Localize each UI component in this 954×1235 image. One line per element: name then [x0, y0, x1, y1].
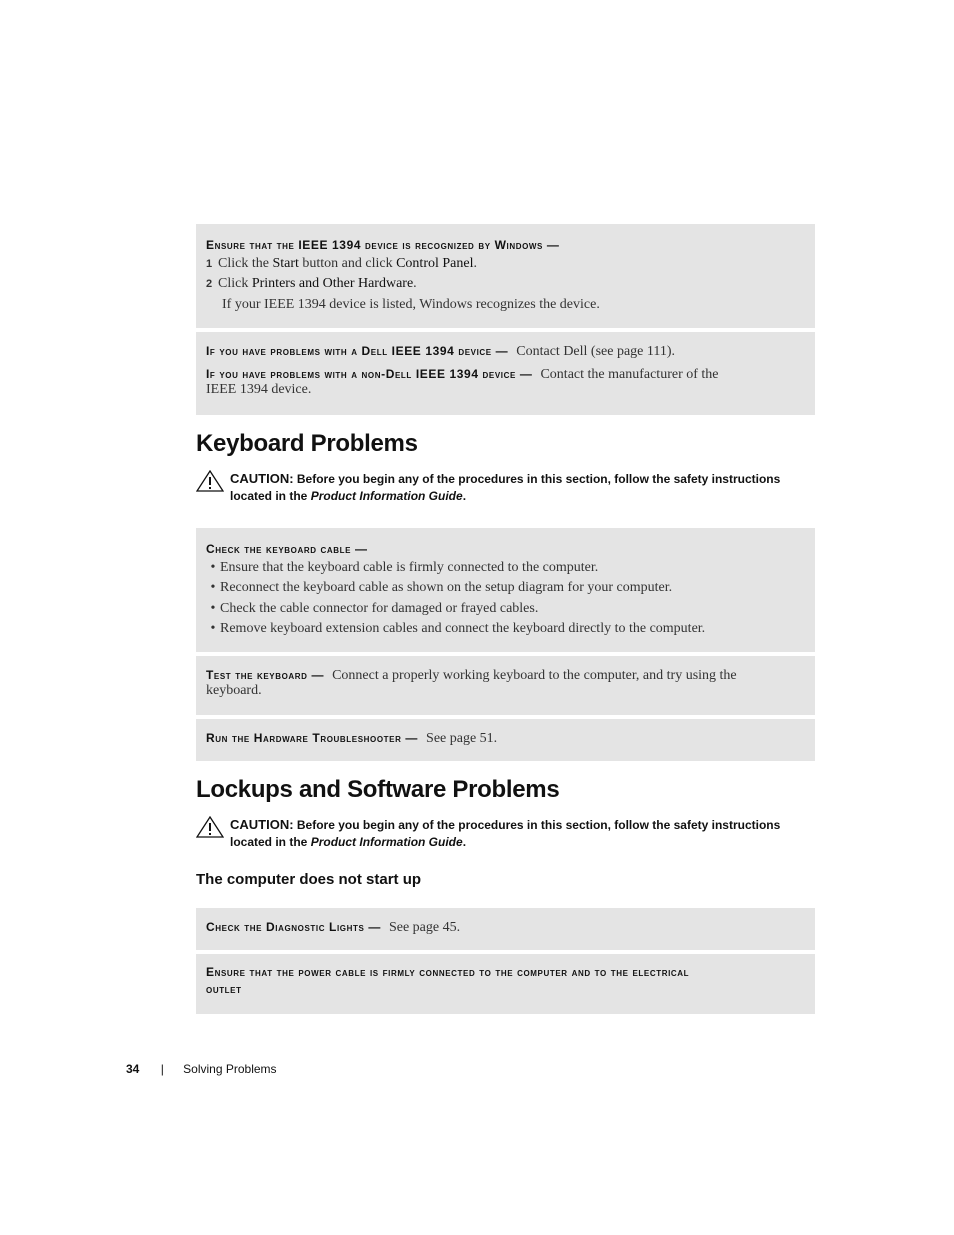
- start-button-ref: Start: [272, 256, 299, 271]
- footer-separator: |: [160, 1062, 164, 1076]
- hardware-troubleshooter-box: [196, 719, 815, 761]
- dell-ieee-heading: If you have problems with a Dell IEEE 1394 device —: [206, 344, 509, 358]
- list-item: • Reconnect the keyboard cable as shown on the setup diagram for your computer.: [210, 580, 673, 595]
- step-2-number: 2: [206, 278, 213, 290]
- non-dell-ieee-text: Contact the manufacturer of the: [540, 367, 719, 382]
- diagnostic-lights-heading: Check the Diagnostic Lights —: [206, 920, 381, 934]
- list-item: • Check the cable connector for damaged or frayed cables.: [210, 601, 539, 616]
- test-keyboard-text: Connect a properly working keyboard to the computer, and try using the: [332, 668, 737, 683]
- list-item: • Remove keyboard extension cables and connect the keyboard directly to the computer.: [210, 621, 706, 636]
- product-info-guide: Product Information Guide: [310, 489, 463, 503]
- diagnostic-lights-text: See page 45.: [388, 920, 461, 935]
- footer-section: Solving Problems: [183, 1062, 277, 1076]
- non-dell-ieee-text-cont: IEEE 1394 device.: [206, 382, 312, 397]
- power-cable-box: [196, 954, 815, 1014]
- keyboard-problems-title: Keyboard Problems: [196, 430, 418, 457]
- caution-icon: [196, 816, 224, 838]
- ieee-recognized-box: [196, 224, 815, 328]
- non-dell-ieee-row: [206, 365, 719, 383]
- keyboard-cable-heading: Check the keyboard cable —: [206, 542, 368, 556]
- power-cable-heading: Ensure that the power cable is firmly connected to the computer and to the electrical: [206, 965, 690, 979]
- test-keyboard-box: [196, 656, 815, 715]
- control-panel-ref: Control Panel: [396, 256, 474, 271]
- lockups-title: Lockups and Software Problems: [196, 776, 560, 803]
- test-keyboard-text-cont: keyboard.: [206, 683, 262, 698]
- non-dell-ieee-heading: If you have problems with a non-Dell IEEE 1394 device —: [206, 367, 533, 381]
- ieee-problems-box: [196, 332, 815, 415]
- caution-icon: [196, 470, 224, 492]
- caution-text-line1: Before you begin any of the procedures in this section, follow the safety instructions: [296, 472, 781, 486]
- ieee-recognized-heading: Ensure that the IEEE 1394 device is recognized by Windows —: [206, 238, 560, 252]
- test-keyboard-heading: Test the keyboard —: [206, 668, 325, 682]
- hardware-troubleshooter-text: See page 51.: [426, 731, 498, 746]
- caution-label: CAUTION:: [230, 817, 294, 832]
- power-cable-heading-cont: outlet: [206, 982, 242, 996]
- step-1-number: 1: [206, 258, 213, 270]
- keyboard-cable-box: [196, 528, 815, 652]
- printers-hardware-ref: Printers and Other Hardware: [251, 276, 414, 291]
- dell-ieee-row: [206, 342, 675, 360]
- caution-label: CAUTION:: [230, 471, 294, 486]
- list-item: • Ensure that the keyboard cable is firmly connected to the computer.: [210, 560, 599, 575]
- diagnostic-lights-box: [196, 908, 815, 950]
- dell-ieee-text: Contact Dell (see page 111).: [516, 344, 676, 359]
- caution-text-line1: Before you begin any of the procedures in this section, follow the safety instructions: [296, 818, 781, 832]
- computer-not-start-subtitle: The computer does not start up: [196, 871, 422, 888]
- page-footer: [126, 1062, 277, 1076]
- page-number: 34: [126, 1062, 140, 1076]
- recognized-note: If your IEEE 1394 device is listed, Windows recognizes the device.: [222, 297, 600, 312]
- product-info-guide: Product Information Guide: [310, 835, 463, 849]
- hardware-troubleshooter-heading: Run the Hardware Troubleshooter —: [206, 731, 419, 745]
- step-1: 1 Click the Start button and click Control Panel.: [206, 256, 477, 271]
- step-2: 2 Click Printers and Other Hardware.: [206, 276, 417, 291]
